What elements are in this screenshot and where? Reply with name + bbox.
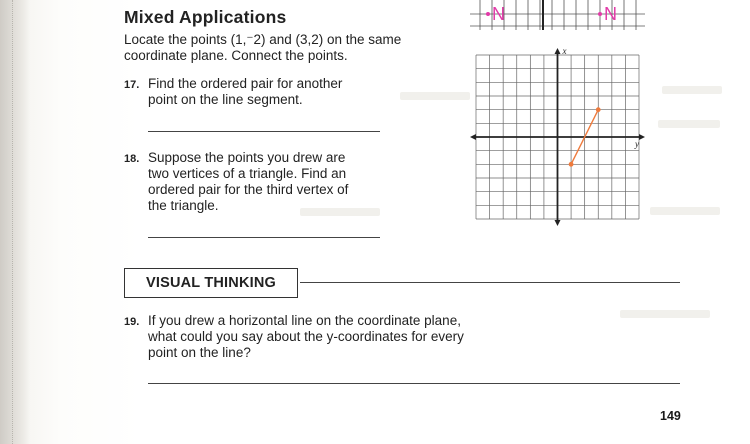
question-19 (124, 313, 504, 363)
arrow-up-icon (555, 48, 561, 54)
question-line: two vertices of a triangle. Find an (148, 166, 347, 181)
question-17 (124, 76, 444, 116)
answer-line-18[interactable] (148, 237, 380, 238)
intro-line: coordinate plane. Connect the points. (124, 48, 348, 63)
page-number: 149 (660, 409, 681, 423)
bleed-through-text (650, 207, 720, 215)
pink-dot-left (486, 12, 490, 16)
pink-dot-right (598, 12, 602, 16)
bleed-through-text (662, 86, 722, 94)
question-number: 19. (124, 316, 140, 328)
bleed-through-text (620, 310, 710, 318)
x-axis-label: y (635, 139, 639, 149)
question-line: point on the line? (148, 345, 251, 360)
question-text (148, 150, 348, 214)
question-line: If you drew a horizontal line on the coordinate plane, (148, 313, 461, 328)
point-3-2 (596, 107, 601, 112)
answer-line-19[interactable] (148, 383, 680, 384)
arrow-right-icon (639, 134, 645, 140)
arrow-left-icon (470, 134, 476, 140)
section-title: Mixed Applications (124, 7, 287, 27)
axes (470, 48, 645, 226)
arrow-down-icon (555, 220, 561, 226)
question-line: the triangle. (148, 198, 219, 213)
bleed-through-text (658, 120, 720, 128)
question-text (148, 76, 342, 108)
answer-line-17[interactable] (148, 131, 380, 132)
visual-thinking-header: VISUAL THINKING (124, 268, 298, 298)
question-line: ordered pair for the third vertex of (148, 182, 349, 197)
intro-instructions (124, 32, 444, 64)
coordinate-grid (470, 47, 645, 227)
question-line: Suppose the points you drew are (148, 150, 346, 165)
question-number: 18. (124, 153, 140, 165)
question-line: what could you say about the y-coordinates for every (148, 329, 464, 344)
question-line: point on the line segment. (148, 92, 303, 107)
visual-thinking-rule (300, 282, 680, 283)
previous-grid-fragment (470, 0, 645, 30)
intro-line: Locate the points (1,⁻2) and (3,2) on the same (124, 32, 402, 47)
handwritten-n-right: N (604, 4, 617, 24)
question-line: Find the ordered pair for another (148, 76, 343, 91)
margin-dotted-line (12, 0, 13, 444)
point-1-neg2 (569, 162, 574, 167)
question-text (148, 313, 464, 361)
question-18 (124, 150, 454, 220)
handwritten-n-left: N (492, 4, 505, 24)
book-binding-shadow (0, 0, 30, 444)
y-axis-label: x (562, 47, 567, 56)
question-number: 17. (124, 79, 140, 91)
